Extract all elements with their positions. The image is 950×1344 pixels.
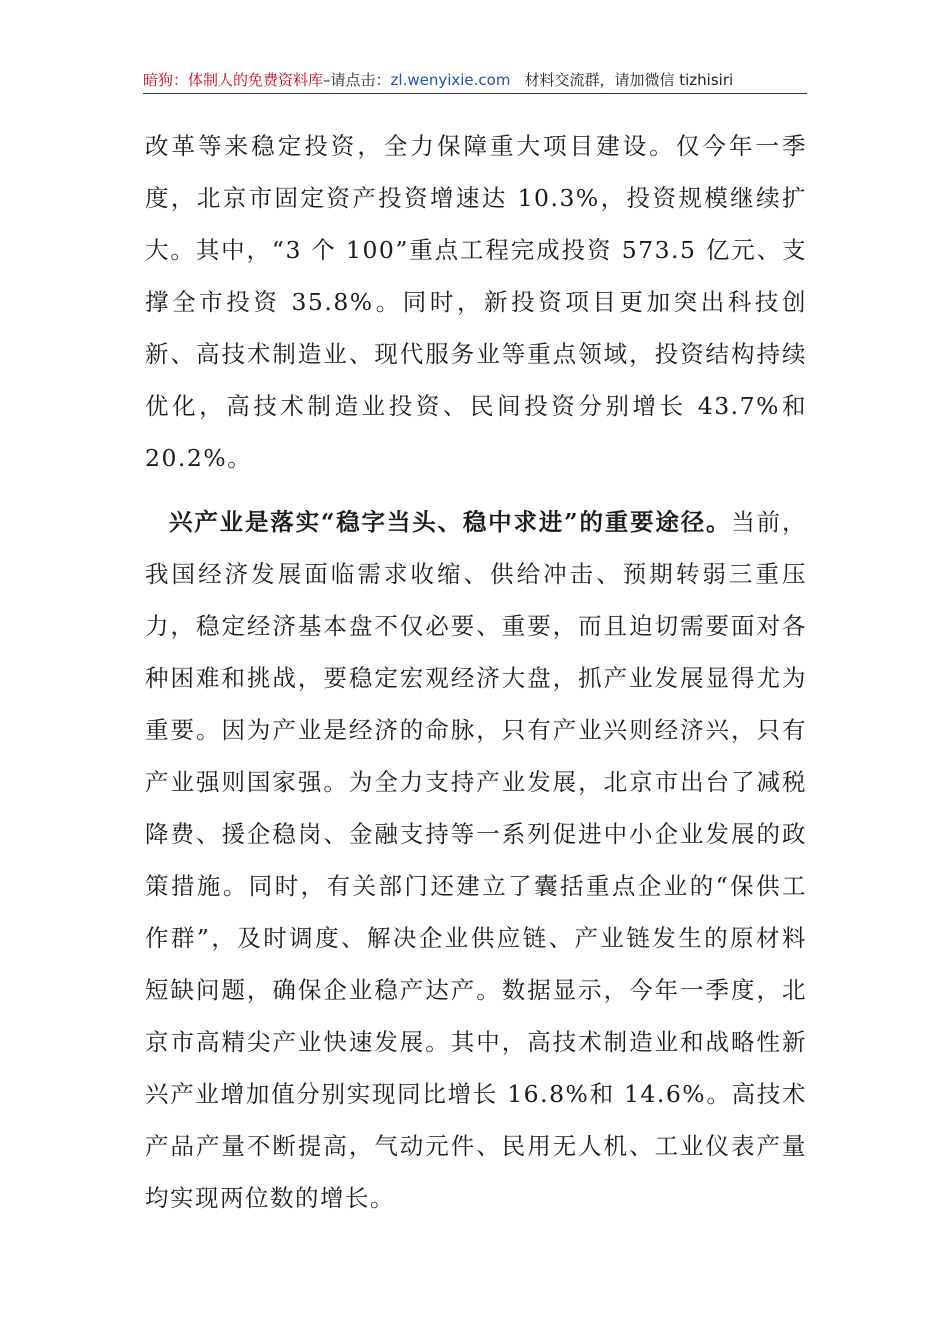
header-brand: 暗狗：体制人的免费资料库: [143, 71, 324, 89]
paragraph-investment: 改革等来稳定投资，全力保障重大项目建设。仅今年一季度，北京市固定资产投资增速达 10.3%，投资规模继续扩大。其中，“3 个 100”重点工程完成投资 573.5 亿元、支撑全市投资 35.8%。同时，新投资项目更加突出科技创新、高技术制造业、现代服务业等重点领域，投资结构持续优化，高技术制造业投资、民间投资分别增长 43.7%和 20.2%。: [145, 132, 807, 472]
header-divider: [143, 93, 807, 94]
header-group-note: 材料交流群，请加微信 tizhisiri: [524, 71, 734, 89]
paragraph-lead-sentence: 兴产业是落实“稳字当头、稳中求进”的重要途径。: [169, 508, 732, 536]
page-header: [143, 68, 807, 92]
paragraph-body-text: 当前，我国经济发展面临需求收缩、供给冲击、预期转弱三重压力，稳定经济基本盘不仅必要、重要，而且迫切需要面对各种困难和挑战，要稳定宏观经济大盘，抓产业发展显得尤为重要。因为产业是经济的命脉，只有产业兴则经济兴，只有产业强则国家强。为全力支持产业发展，北京市出台了减税降费、援企稳岗、金融支持等一系列促进中小企业发展的政策措施。同时，有关部门还建立了囊括重点企业的“保供工作群”，及时调度、解决企业供应链、产业链发生的原材料短缺问题，确保企业稳产达产。数据显示，今年一季度，北京市高精尖产业快速发展。其中，高技术制造业和战略性新兴产业增加值分别实现同比增长 16.8%和 14.6%。高技术产品产量不断提高，气动元件、民用无人机、工业仪表产量均实现两位数的增长。: [145, 508, 807, 1212]
header-click-prompt: –请点击：: [323, 71, 391, 89]
paragraph-industry: [145, 496, 807, 1224]
header-url-link[interactable]: zl.wenyixie.com: [390, 71, 511, 89]
